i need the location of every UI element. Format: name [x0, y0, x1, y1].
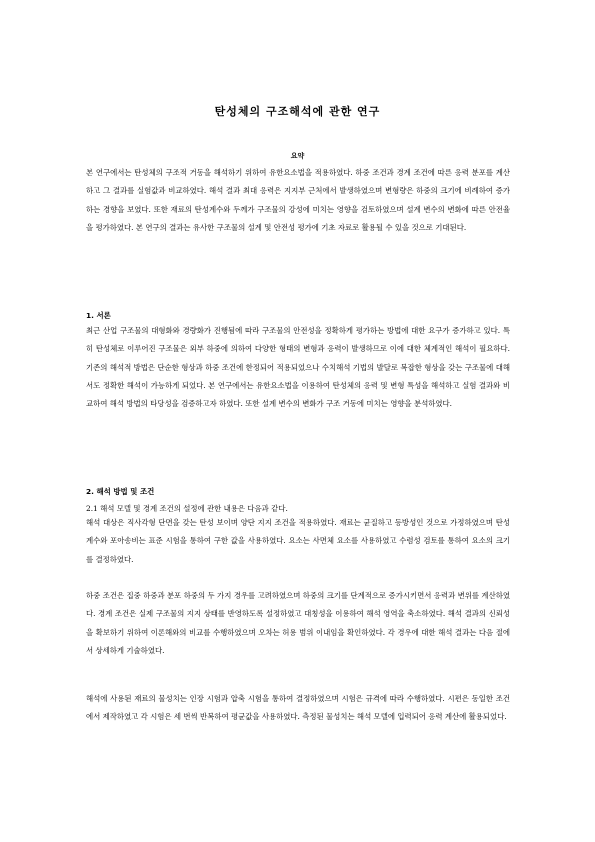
- abstract-paragraph: 본 연구에서는 탄성체의 구조적 거동을 해석하기 위하여 유한요소법을 적용하였다. 하중 조건과 경계 조건에 따른 응력 분포를 계산하고 그 결과를 실험값과 비교하였다. 해석 결과 최대 응력은 지지부 근처에서 발생하였으며 변형량은 하중의 크기에 비례하여 증가하는 경향을 보였다. 또한 재료의 탄성계수와 두께가 구조물의 강성에 미치는 영향을 검토하였으며 설계 변수의 변화에 따른 안전율을 평가하였다. 본 연구의 결과는 유사한 구조물의 설계 및 안전성 평가에 기초 자료로 활용될 수 있을 것으로 기대된다.: [86, 168, 510, 232]
- method-paragraph-2: 하중 조건은 집중 하중과 분포 하중의 두 가지 경우를 고려하였으며 하중의 크기를 단계적으로 증가시키면서 응력과 변위를 계산하였다. 경계 조건은 실제 구조물의 지지 상태를 반영하도록 설정하였고 대칭성을 이용하여 해석 영역을 축소하였다. 해석 결과의 신뢰성을 확보하기 위하여 이론해와의 비교를 수행하였으며 오차는 허용 범위 이내임을 확인하였다. 각 경우에 대한 해석 결과는 다음 절에서 상세하게 기술하였다.: [86, 591, 510, 655]
- section-heading-method: 2. 해석 방법 및 조건: [86, 487, 155, 496]
- method-paragraph-1: 해석 대상은 직사각형 단면을 갖는 탄성 보이며 양단 지지 조건을 적용하였다. 재료는 균질하고 등방성인 것으로 가정하였으며 탄성계수와 포아송비는 표준 시험을 통하여 구한 값을 사용하였다. 요소는 사면체 요소를 사용하였고 수렴성 검토를 통하여 요소의 크기를 결정하였다.: [86, 518, 510, 564]
- section-heading-introduction: 1. 서론: [86, 311, 111, 320]
- document-title: 탄성체의 구조해석에 관한 연구: [214, 105, 381, 118]
- method-paragraph-3: 해석에 사용된 재료의 물성치는 인장 시험과 압축 시험을 통하여 결정하였으며 시험은 규격에 따라 수행하였다. 시편은 동일한 조건에서 제작하였고 각 시험은 세 번씩 반복하여 평균값을 사용하였다. 측정된 물성치는 해석 모델에 입력되어 응력 계산에 활용되었다.: [86, 694, 510, 722]
- subsection-line: 2.1 해석 모델 및 경계 조건의 설정에 관한 내용은 다음과 같다.: [86, 504, 288, 513]
- abstract-label: 요약: [290, 152, 305, 160]
- introduction-paragraph: 최근 산업 구조물의 대형화와 경량화가 진행됨에 따라 구조물의 안전성을 정확하게 평가하는 방법에 대한 요구가 증가하고 있다. 특히 탄성체로 이루어진 구조물은 외부 하중에 의하여 다양한 형태의 변형과 응력이 발생하므로 이에 대한 체계적인 해석이 필요하다. 기존의 해석적 방법은 단순한 형상과 하중 조건에 한정되어 적용되었으나 수치해석 기법의 발달로 복잡한 형상을 갖는 구조물에 대해서도 정확한 해석이 가능하게 되었다. 본 연구에서는 유한요소법을 이용하여 탄성체의 응력 및 변형 특성을 해석하고 실험 결과와 비교하여 해석 방법의 타당성을 검증하고자 하였다. 또한 설계 변수의 변화가 구조 거동에 미치는 영향을 분석하였다.: [86, 326, 510, 409]
